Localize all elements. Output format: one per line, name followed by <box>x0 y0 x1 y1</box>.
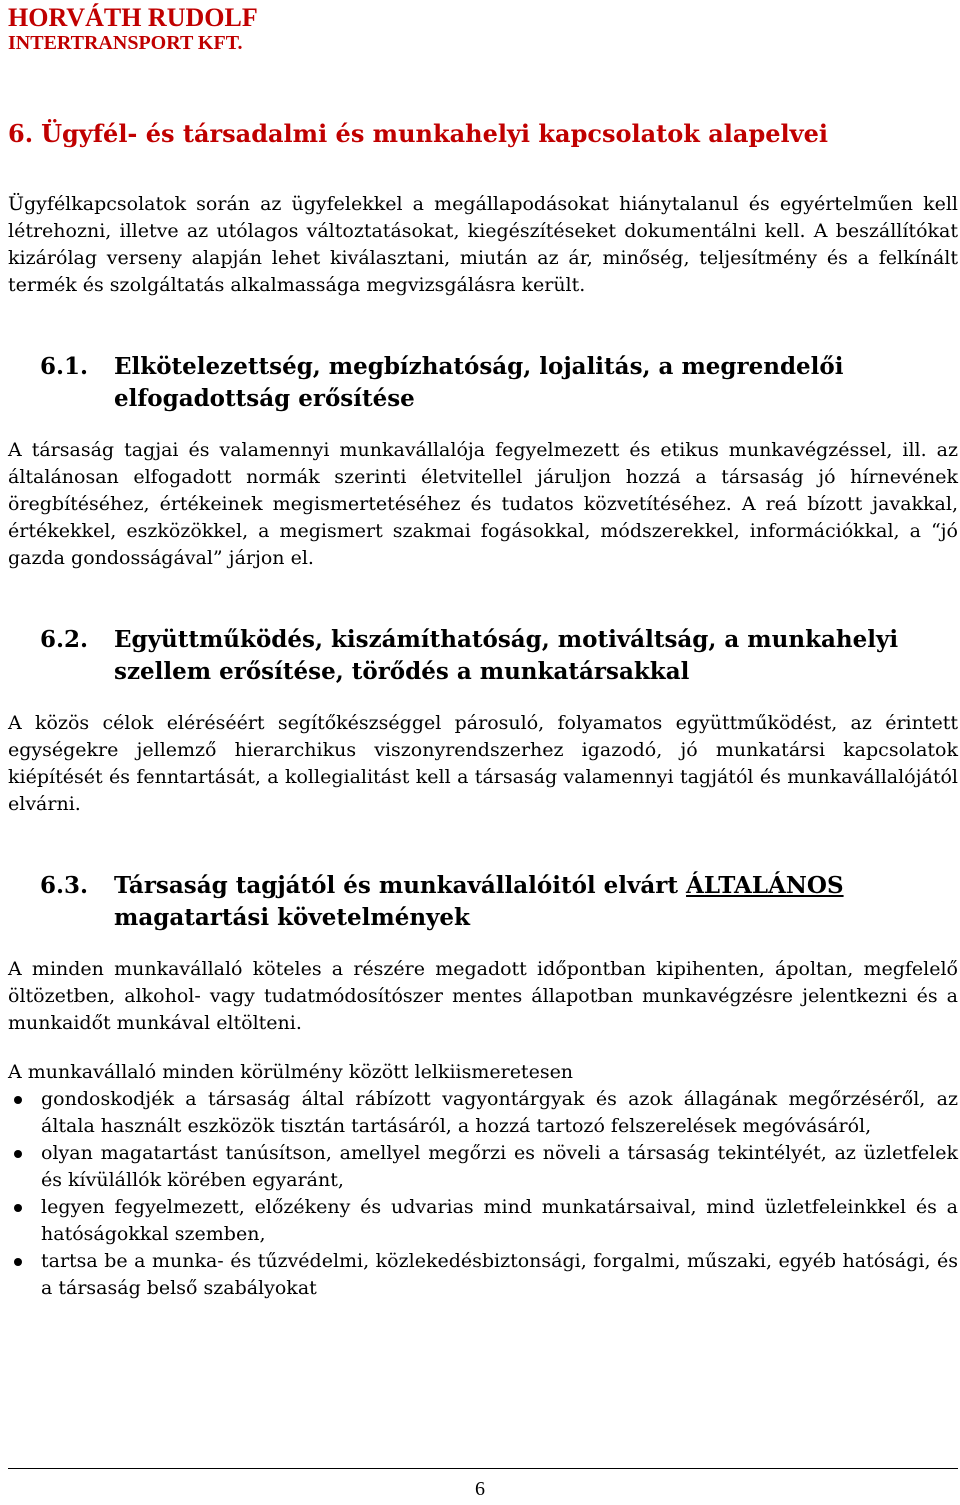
list-item <box>8 1248 958 1302</box>
company-name: HORVÁTH RUDOLF <box>8 3 258 32</box>
list-item-text: olyan magatartást tanúsítson, amellyel megőrzi es növeli a társaság tekintélyét, az üzletfelek és kívülállók körében egyaránt, <box>41 1141 958 1191</box>
section-heading <box>8 120 958 149</box>
subsection-title-underlined: ÁLTALÁNOS <box>686 871 844 899</box>
section-intro-paragraph: Ügyfélkapcsolatok során az ügyfelekkel a megállapodásokat hiánytalanul és egyértelműen kell létrehozni, illetve az utólagos változtatásokat, kiegészítéseket dokumentálni kell. A beszállítókat kizárólag verseny alapján lehet kiválasztani, miután az ár, minőség, teljesítmény és a felkínált termék és szolgáltatás alkalmassága megvizsgálásra került. <box>8 192 958 296</box>
list-intro: A munkavállaló minden körülmény között lelkiismeretesen <box>8 1060 574 1083</box>
subsection-heading-6-2 <box>8 624 958 688</box>
list-item-text: legyen fegyelmezett, előzékeny és udvarias mind munkatársaival, mind üzletfeleinkkel és a hatóságokkal szemben, <box>41 1195 958 1245</box>
bullet-icon <box>14 1204 22 1212</box>
list-item <box>8 1140 958 1194</box>
subsection-paragraph-6-1: A társaság tagjai és valamennyi munkavállalója fegyelmezett és etikus munkavégzéssel, ill. az általánosan elfogadott normák szerinti életvitellel járuljon hozzá a társaság jó hírnevének öregbítéséhez, értékeinek megismertetéséhez és tudatos közvetítéséhez. A reá bízott javakkal, értékekkel, eszközökkel, a megismert szakmai fogásokkal, módszerekkel, információkkal, a “jó gazda gondosságával” járjon el. <box>8 438 958 569</box>
bullet-icon <box>14 1096 22 1104</box>
subsection-paragraph-6-2: A közös célok eléréséért segítőkészséggel párosuló, folyamatos együttműködést, az érintett egységekre jellemző hierarchikus viszonyrendszerhez igazodó, jó munkatársi kapcsolatok kiépítését és fenntartását, a kollegialitást kell a társaság valamennyi tagjától és munkavállalójától elvárni. <box>8 711 958 815</box>
list-item <box>8 1194 958 1248</box>
subsection-number: 6.1. <box>40 352 89 380</box>
subsection-title <box>114 870 958 934</box>
subsection-title: Együttműködés, kiszámíthatóság, motiváltság, a munkahelyi szellem erősítése, törődés a munkatársakkal <box>114 625 899 685</box>
bullet-icon <box>14 1258 22 1266</box>
subsection-heading-6-1 <box>8 351 958 415</box>
subsection-number: 6.2. <box>40 625 89 653</box>
conduct-list <box>8 1086 958 1302</box>
subsection-title-part: magatartási követelmények <box>114 903 470 931</box>
bullet-icon <box>14 1150 22 1158</box>
list-item-text: tartsa be a munka- és tűzvédelmi, közlekedésbiztonsági, forgalmi, műszaki, egyéb hatósági, és a társaság belső szabályokat <box>41 1249 958 1299</box>
subsection-title: Elkötelezettség, megbízhatóság, lojalitás, a megrendelői elfogadottság erősítése <box>114 352 844 412</box>
company-header <box>8 4 258 54</box>
section-title: Ügyfél- és társadalmi és munkahelyi kapcsolatok alapelvei <box>41 119 828 148</box>
section-number: 6. <box>8 119 34 148</box>
footer-divider <box>8 1468 958 1469</box>
subsection-heading-6-3 <box>8 870 958 934</box>
document-body <box>8 120 958 1302</box>
company-subtitle: INTERTRANSPORT KFT. <box>8 32 243 55</box>
subsection-paragraph-6-3: A minden munkavállaló köteles a részére megadott időpontban kipihenten, ápoltan, megfelelő öltözetben, alkohol- vagy tudatmódosítószer mentes állapotban munkavégzésre jelentkezni és a munkaidőt munkával eltölteni. <box>8 957 958 1034</box>
list-item <box>8 1086 958 1140</box>
subsection-title-part: Társaság tagjától és munkavállalóitól elvárt <box>114 871 687 899</box>
page-number: 6 <box>475 1478 485 1500</box>
list-item-text: gondoskodjék a társaság által rábízott vagyontárgyak és azok állagának megőrzéséről, az általa használt eszközök tisztán tartásáról, a hozzá tartozó felszerelések megóvásáról, <box>41 1087 958 1137</box>
subsection-number: 6.3. <box>40 871 89 899</box>
